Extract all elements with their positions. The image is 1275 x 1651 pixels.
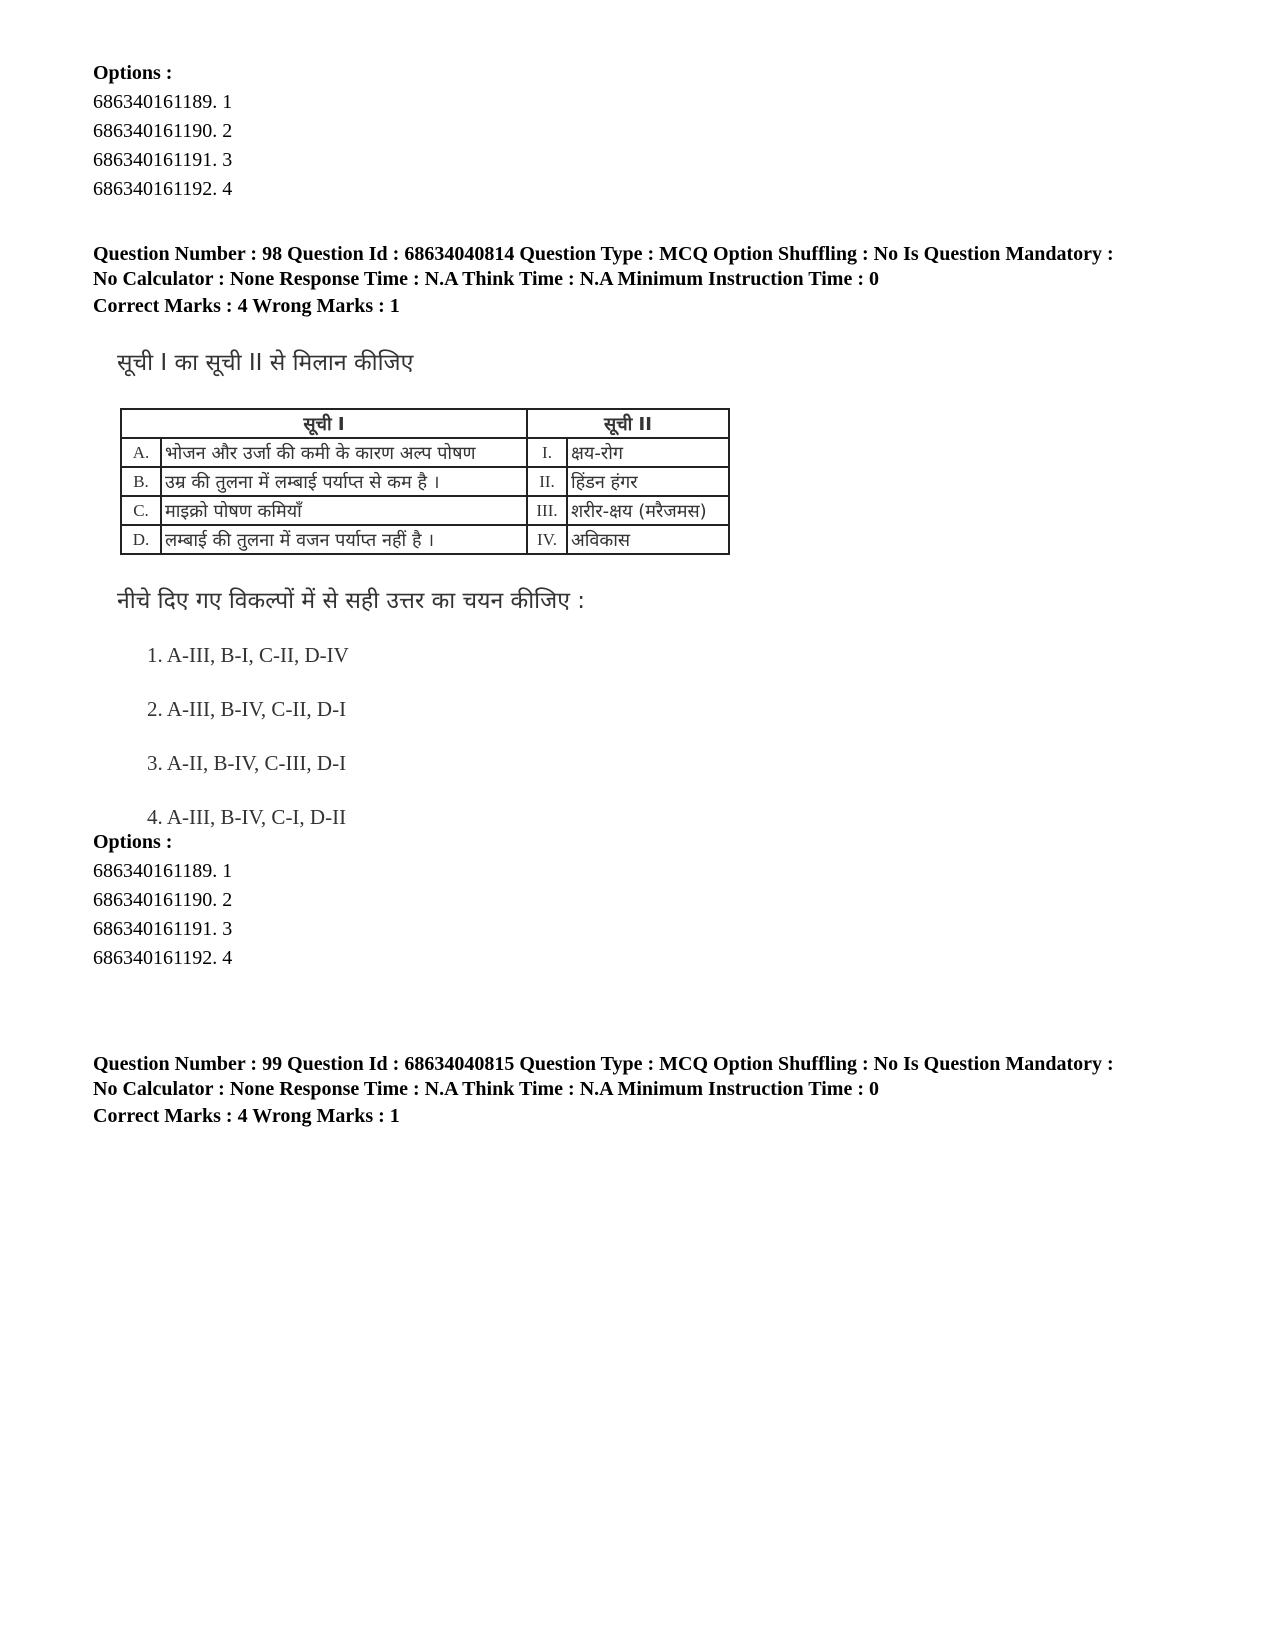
option-line: 686340161189. 1 [93, 860, 233, 882]
question-98-header [93, 242, 1114, 321]
options-heading: Options : [93, 62, 173, 84]
list-1-header: सूची I [121, 409, 527, 438]
option-line: 686340161189. 1 [93, 91, 233, 113]
row-text-list-1: माइक्रो पोषण कमियाँ [161, 496, 527, 525]
table-row [121, 467, 729, 496]
table-row [121, 496, 729, 525]
match-table [120, 408, 730, 555]
match-table-header-row [121, 409, 729, 438]
table-row [121, 438, 729, 467]
row-text-list-1: लम्बाई की तुलना में वजन पर्याप्त नहीं है । [161, 525, 527, 554]
answer-choice: 4. A-III, B-IV, C-I, D-II [147, 805, 347, 829]
row-label-list-2: I. [527, 438, 567, 467]
row-label-list-2: III. [527, 496, 567, 525]
options-heading: Options : [93, 831, 173, 853]
row-label-list-1: D. [121, 525, 161, 554]
answer-choice: 1. A-III, B-I, C-II, D-IV [147, 643, 349, 667]
answer-choice: 3. A-II, B-IV, C-III, D-I [147, 751, 347, 775]
option-line: 686340161190. 2 [93, 889, 233, 911]
option-line: 686340161192. 4 [93, 178, 233, 200]
question-meta-line-2: No Calculator : None Response Time : N.A Think Time : N.A Minimum Instruction Time : 0 [93, 268, 879, 290]
previous-question-options [93, 59, 232, 204]
table-row [121, 525, 729, 554]
question-meta-line-1: Question Number : 98 Question Id : 68634040814 Question Type : MCQ Option Shuffling : No Is Question Mandatory : [93, 243, 1114, 265]
row-text-list-2: क्षय-रोग [567, 438, 729, 467]
list-2-header: सूची II [527, 409, 729, 438]
match-instruction: सूची I का सूची II से मिलान कीजिए [117, 350, 414, 376]
row-label-list-2: II. [527, 467, 567, 496]
option-line: 686340161190. 2 [93, 120, 233, 142]
row-text-list-1: भोजन और उर्जा की कमी के कारण अल्प पोषण [161, 438, 527, 467]
row-label-list-2: IV. [527, 525, 567, 554]
row-label-list-1: C. [121, 496, 161, 525]
row-text-list-1: उम्र की तुलना में लम्बाई पर्याप्त से कम है । [161, 467, 527, 496]
option-line: 686340161191. 3 [93, 149, 233, 171]
row-label-list-1: A. [121, 438, 161, 467]
row-text-list-2: हिंडन हंगर [567, 467, 729, 496]
question-marks: Correct Marks : 4 Wrong Marks : 1 [93, 1105, 400, 1127]
row-label-list-1: B. [121, 467, 161, 496]
row-text-list-2: अविकास [567, 525, 729, 554]
question-98-options [93, 828, 232, 973]
question-meta-line-2: No Calculator : None Response Time : N.A Think Time : N.A Minimum Instruction Time : 0 [93, 1078, 879, 1100]
option-line: 686340161192. 4 [93, 947, 233, 969]
option-line: 686340161191. 3 [93, 918, 233, 940]
row-text-list-2: शरीर-क्षय (मरैजमस) [567, 496, 729, 525]
question-marks: Correct Marks : 4 Wrong Marks : 1 [93, 295, 400, 317]
answer-choice: 2. A-III, B-IV, C-II, D-I [147, 697, 347, 721]
choose-instruction: नीचे दिए गए विकल्पों में से सही उत्तर का चयन कीजिए : [117, 588, 585, 614]
question-99-header [93, 1052, 1114, 1131]
question-meta-line-1: Question Number : 99 Question Id : 68634040815 Question Type : MCQ Option Shuffling : No Is Question Mandatory : [93, 1053, 1114, 1075]
